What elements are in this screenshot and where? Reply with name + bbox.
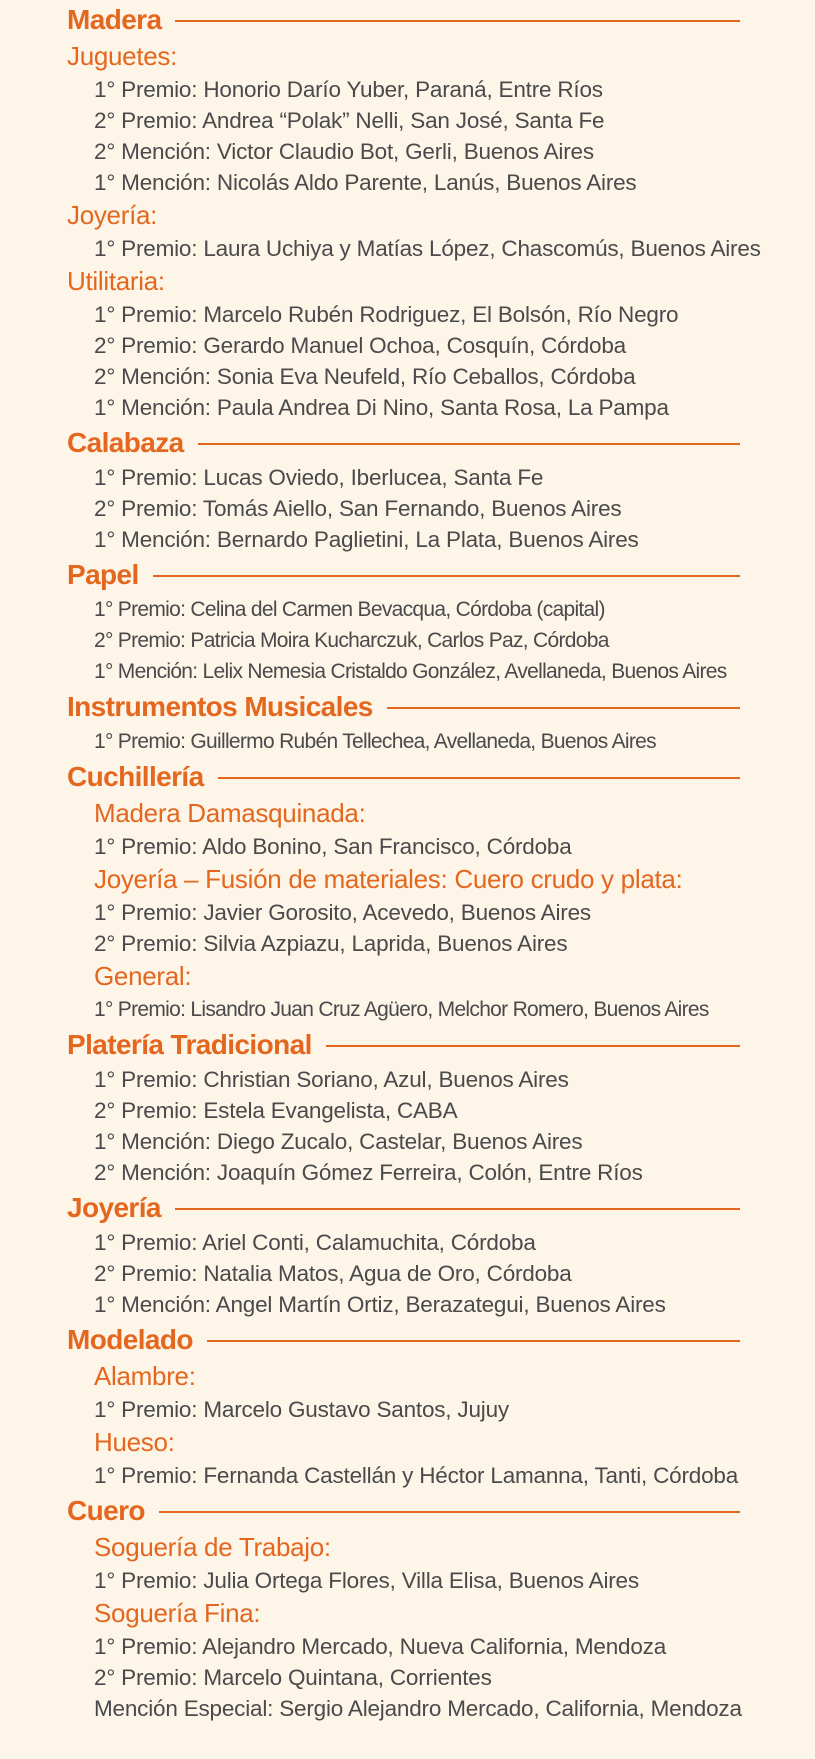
category-header: [67, 687, 815, 726]
category-title: Madera: [67, 3, 162, 35]
category-divider: [198, 443, 740, 445]
award-entry: 1° Premio: Julia Ortega Flores, Villa Elisa, Buenos Aires: [94, 1568, 639, 1593]
award-entry: 1° Premio: Ariel Conti, Calamuchita, Córdoba: [94, 1230, 536, 1255]
award-entry: 2° Premio: Tomás Aiello, San Fernando, Buenos Aires: [94, 496, 622, 521]
award-entry: 1° Premio: Laura Uchiya y Matías López, Chascomús, Buenos Aires: [94, 236, 761, 261]
award-entry: 1° Mención: Lelix Nemesia Cristaldo González, Avellaneda, Buenos Aires: [94, 660, 727, 683]
section-cuchilleria: [67, 757, 815, 1025]
category-title: Cuchillería: [67, 760, 204, 792]
subcategory-title: Utilitaria:: [67, 266, 165, 296]
award-entry: 1° Premio: Honorio Darío Yuber, Paraná, Entre Ríos: [94, 77, 603, 102]
category-divider: [175, 1208, 740, 1210]
subcategory-title: Joyería – Fusión de materiales: Cuero crudo y plata:: [94, 864, 683, 894]
award-entry: 1° Premio: Guillermo Rubén Tellechea, Avellaneda, Buenos Aires: [94, 730, 656, 753]
category-title: Calabaza: [67, 426, 184, 458]
category-divider: [207, 1340, 740, 1342]
award-entry: 2° Mención: Victor Claudio Bot, Gerli, Buenos Aires: [94, 139, 594, 164]
award-entry: 1° Premio: Lucas Oviedo, Iberlucea, Santa Fe: [94, 465, 544, 490]
award-entry: 2° Mención: Sonia Eva Neufeld, Río Ceballos, Córdoba: [94, 364, 636, 389]
category-header: [67, 0, 815, 39]
award-entry: 2° Mención: Joaquín Gómez Ferreira, Colón, Entre Ríos: [94, 1160, 643, 1185]
subcategory-title: Hueso:: [94, 1427, 175, 1457]
category-divider: [159, 1511, 740, 1513]
subcategory-title: Alambre:: [94, 1361, 196, 1391]
category-divider: [326, 1045, 740, 1047]
award-entry: 1° Premio: Lisandro Juan Cruz Agüero, Melchor Romero, Buenos Aires: [94, 998, 709, 1021]
award-entry: 1° Premio: Marcelo Gustavo Santos, Jujuy: [94, 1397, 509, 1422]
subcategory-title: Soguería de Trabajo:: [94, 1532, 331, 1562]
award-entry: 1° Premio: Celina del Carmen Bevacqua, Córdoba (capital): [94, 598, 605, 621]
subcategory-title: General:: [94, 961, 192, 991]
award-entry: Mención Especial: Sergio Alejandro Mercado, California, Mendoza: [94, 1696, 742, 1721]
category-divider: [175, 20, 740, 22]
section-plateria-tradicional: [67, 1025, 815, 1188]
category-header: [67, 757, 815, 796]
award-entry: 1° Premio: Aldo Bonino, San Francisco, Córdoba: [94, 834, 572, 859]
category-header: [67, 1320, 815, 1359]
section-papel: [67, 555, 815, 687]
category-title: Modelado: [67, 1323, 193, 1355]
category-divider: [153, 575, 740, 577]
award-entry: 2° Premio: Patricia Moira Kucharczuk, Carlos Paz, Córdoba: [94, 629, 609, 652]
category-header: [67, 423, 815, 462]
award-entry: 1° Premio: Javier Gorosito, Acevedo, Buenos Aires: [94, 900, 591, 925]
award-entry: 1° Premio: Marcelo Rubén Rodriguez, El Bolsón, Río Negro: [94, 302, 679, 327]
award-entry: 1° Mención: Nicolás Aldo Parente, Lanús, Buenos Aires: [94, 170, 637, 195]
section-cuero: [67, 1491, 815, 1724]
section-calabaza: [67, 423, 815, 555]
category-title: Cuero: [67, 1494, 145, 1526]
subcategory-title: Joyería:: [67, 200, 158, 230]
section-joyeria: [67, 1188, 815, 1320]
category-title: Joyería: [67, 1191, 161, 1223]
category-title: Instrumentos Musicales: [67, 690, 373, 722]
category-header: [67, 1491, 815, 1530]
award-entry: 2° Premio: Estela Evangelista, CABA: [94, 1098, 458, 1123]
category-divider: [387, 707, 740, 709]
subcategory-title: Soguería Fina:: [94, 1598, 261, 1628]
category-divider: [218, 777, 740, 779]
award-entry: 1° Mención: Angel Martín Ortiz, Berazategui, Buenos Aires: [94, 1292, 666, 1317]
award-entry: 2° Premio: Andrea “Polak” Nelli, San José, Santa Fe: [94, 108, 605, 133]
award-entry: 1° Mención: Paula Andrea Di Nino, Santa Rosa, La Pampa: [94, 395, 669, 420]
award-entry: 2° Premio: Natalia Matos, Agua de Oro, Córdoba: [94, 1261, 572, 1286]
award-entry: 1° Premio: Christian Soriano, Azul, Buenos Aires: [94, 1067, 569, 1092]
award-entry: 1° Mención: Diego Zucalo, Castelar, Buenos Aires: [94, 1129, 583, 1154]
subcategory-title: Juguetes:: [67, 41, 178, 71]
award-entry: 1° Premio: Alejandro Mercado, Nueva California, Mendoza: [94, 1634, 667, 1659]
award-entry: 2° Premio: Silvia Azpiazu, Laprida, Buenos Aires: [94, 931, 568, 956]
category-title: Papel: [67, 558, 139, 590]
award-entry: 1° Mención: Bernardo Paglietini, La Plata, Buenos Aires: [94, 527, 639, 552]
category-header: [67, 555, 815, 594]
award-entry: 2° Premio: Marcelo Quintana, Corrientes: [94, 1665, 492, 1690]
category-header: [67, 1188, 815, 1227]
section-instrumentos-musicales: [67, 687, 815, 757]
award-entry: 1° Premio: Fernanda Castellán y Héctor Lamanna, Tanti, Córdoba: [94, 1463, 739, 1488]
section-modelado: [67, 1320, 815, 1491]
category-header: [67, 1025, 815, 1064]
category-title: Platería Tradicional: [67, 1028, 312, 1060]
subcategory-title: Madera Damasquinada:: [94, 798, 366, 828]
award-entry: 2° Premio: Gerardo Manuel Ochoa, Cosquín, Córdoba: [94, 333, 626, 358]
section-madera: [67, 0, 815, 423]
